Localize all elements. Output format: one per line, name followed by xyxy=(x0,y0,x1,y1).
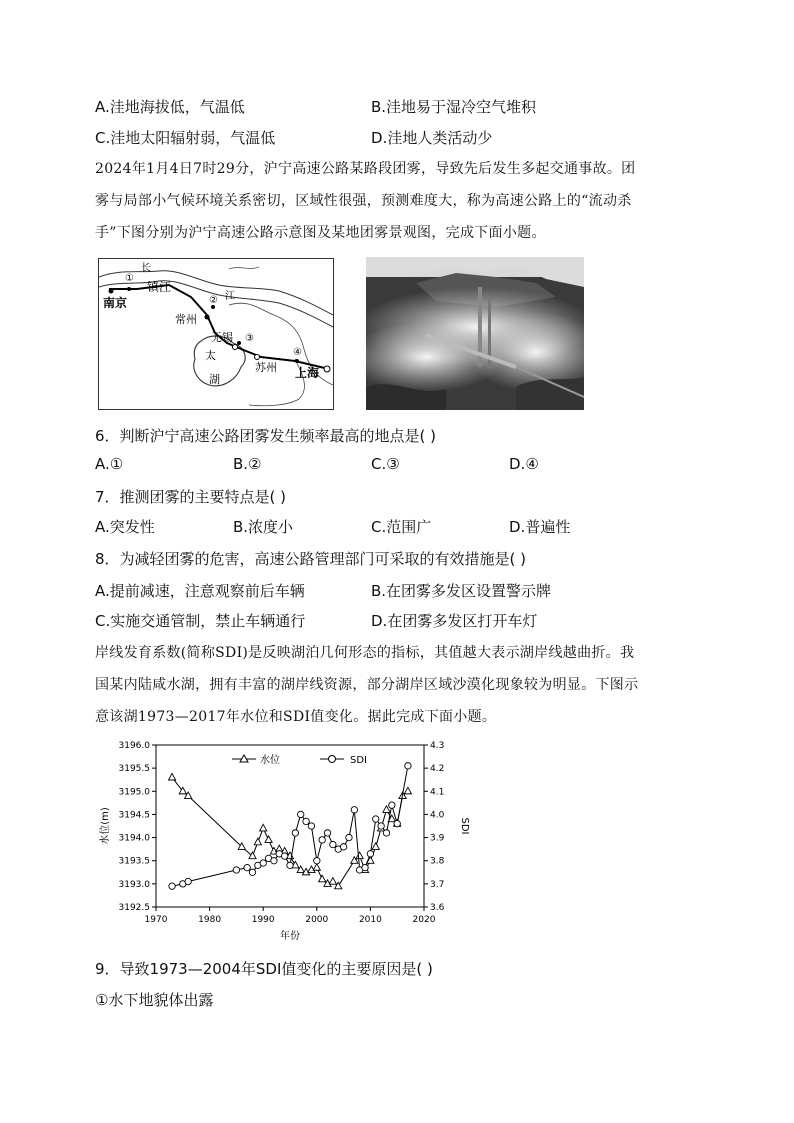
label-point-4: ④ xyxy=(293,347,302,358)
point-4-dot xyxy=(295,359,299,363)
legend-marker-sdi xyxy=(329,756,336,763)
label-changzhou: 常州 xyxy=(175,313,197,326)
data-point-water-level xyxy=(319,875,326,882)
wuxi-marker xyxy=(233,345,238,350)
label-tai: 太 xyxy=(205,349,216,362)
intro2-line2: 国某内陆咸水湖，拥有丰富的湖岸线资源，部分湖岸区域沙漠化现象较为明显。下图示 xyxy=(95,677,639,693)
x-tick-label: 1990 xyxy=(251,915,275,925)
data-point-sdi xyxy=(383,830,389,836)
data-point-sdi xyxy=(362,864,368,870)
y-left-tick-label: 3195.5 xyxy=(118,764,150,775)
data-point-sdi xyxy=(249,869,255,875)
label-chang: 长 xyxy=(141,263,151,274)
data-point-water-level xyxy=(260,824,267,831)
legend-label-water-level: 水位 xyxy=(260,755,280,766)
data-point-sdi xyxy=(346,834,352,840)
data-point-sdi xyxy=(351,807,357,813)
data-point-water-level xyxy=(372,843,379,850)
data-point-sdi xyxy=(292,830,298,836)
y-left-tick-label: 3192.5 xyxy=(118,903,150,913)
data-point-sdi xyxy=(373,816,379,822)
y-right-tick-label: 3.9 xyxy=(430,833,445,844)
data-point-sdi xyxy=(281,853,287,859)
y-left-tick-label: 3193.5 xyxy=(118,856,150,867)
intro1-line2: 雾与局部小气候环境关系密切，区域性很强，预测难度大，称为高速公路上的“流动杀 xyxy=(95,193,632,209)
data-point-sdi xyxy=(244,864,250,870)
data-point-sdi xyxy=(314,858,320,864)
label-wuxi: 无锡 xyxy=(211,331,233,344)
y-right-axis-label: SDI xyxy=(459,817,470,835)
shanghai-marker xyxy=(324,366,330,372)
q5-option-c: C.洼地太阳辐射弱，气温低 xyxy=(95,129,276,147)
data-point-sdi xyxy=(367,851,373,857)
data-point-sdi xyxy=(405,763,411,769)
label-suzhou: 苏州 xyxy=(255,361,277,374)
data-point-sdi xyxy=(340,844,346,850)
q8-option-c: C.实施交通管制，禁止车辆通行 xyxy=(95,612,306,630)
data-point-sdi xyxy=(298,811,304,817)
x-tick-label: 2010 xyxy=(358,915,382,925)
data-point-water-level xyxy=(313,864,320,871)
q7-option-a: A.突发性 xyxy=(95,518,155,536)
changzhou-marker xyxy=(205,315,210,320)
intro2-line1: 岸线发育系数(简称SDI)是反映湖泊几何形态的指标，其值越大表示湖岸线越曲折。我 xyxy=(95,645,635,661)
q7-option-c: C.范围广 xyxy=(371,518,432,536)
q9-item-1: ①水下地貌体出露 xyxy=(95,991,214,1009)
data-point-water-level xyxy=(265,836,272,843)
y-right-tick-label: 3.8 xyxy=(430,856,445,867)
q7-stem: 7．推测团雾的主要特点是( ) xyxy=(95,488,287,506)
point-3-dot xyxy=(237,341,241,345)
q7-option-d: D.普遍性 xyxy=(509,518,571,536)
water-level-sdi-chart xyxy=(98,733,478,948)
fog-photo xyxy=(366,257,584,410)
data-point-water-level xyxy=(249,852,256,859)
y-left-tick-label: 3194.5 xyxy=(118,810,150,821)
label-point-2: ② xyxy=(209,295,218,306)
q5-option-b: B.洼地易于湿冷空气堆积 xyxy=(371,98,537,116)
x-tick-label: 2000 xyxy=(305,915,329,925)
q8-option-a: A.提前减速，注意观察前后车辆 xyxy=(95,582,305,600)
y-right-tick-label: 4.2 xyxy=(430,764,445,775)
label-zhenjiang: 镇江 xyxy=(147,280,172,294)
y-left-tick-label: 3194.0 xyxy=(118,833,150,844)
data-point-water-level xyxy=(356,852,363,859)
data-point-sdi xyxy=(378,823,384,829)
q6-stem: 6．判断沪宁高速公路团雾发生频率最高的地点是( ) xyxy=(95,427,437,445)
data-point-sdi xyxy=(303,818,309,824)
data-point-sdi xyxy=(233,867,239,873)
x-axis-label: 年份 xyxy=(280,931,300,942)
label-point-3: ③ xyxy=(245,333,254,344)
q7-option-b: B.浓度小 xyxy=(233,518,294,536)
x-tick-label: 1970 xyxy=(144,915,168,925)
q8-option-d: D.在团雾多发区打开车灯 xyxy=(371,612,538,630)
q6-option-b: B.② xyxy=(233,455,262,473)
data-point-sdi xyxy=(308,823,314,829)
q6-option-d: D.④ xyxy=(509,455,539,473)
data-point-water-level xyxy=(254,838,261,845)
label-point-1: ① xyxy=(125,273,134,284)
y-right-tick-label: 3.6 xyxy=(430,903,445,913)
label-shanghai: 上海 xyxy=(295,366,320,380)
q5-option-a: A.洼地海拔低，气温低 xyxy=(95,98,245,116)
nanjing-marker xyxy=(109,289,114,294)
label-hu: 湖 xyxy=(209,373,220,386)
y-right-tick-label: 3.7 xyxy=(430,879,445,890)
intro1-line1: 2024年1月4日7时29分，沪宁高速公路某路段团雾，导致先后发生多起交通事故。团 xyxy=(95,161,636,177)
y-right-tick-label: 4.0 xyxy=(430,810,445,821)
data-point-water-level xyxy=(329,878,336,885)
x-tick-label: 2020 xyxy=(412,915,436,925)
y-left-axis-label: 水位(m) xyxy=(100,807,111,845)
data-point-sdi xyxy=(185,878,191,884)
y-left-tick-label: 3193.0 xyxy=(118,879,150,890)
data-point-sdi xyxy=(169,883,175,889)
data-point-sdi xyxy=(287,862,293,868)
q6-option-c: C.③ xyxy=(371,455,400,473)
label-jiang: 江 xyxy=(225,291,235,302)
suzhou-marker xyxy=(255,355,260,360)
highway-map xyxy=(98,258,334,410)
data-point-sdi xyxy=(330,841,336,847)
data-point-sdi xyxy=(389,802,395,808)
data-point-water-level xyxy=(168,773,175,780)
y-right-tick-label: 4.3 xyxy=(430,741,445,751)
data-point-water-level xyxy=(404,787,411,794)
y-left-tick-label: 3196.0 xyxy=(118,741,150,751)
q6-option-a: A.① xyxy=(95,455,124,473)
data-point-sdi xyxy=(260,860,266,866)
q9-stem: 9．导致1973—2004年SDI值变化的主要原因是( ) xyxy=(95,960,433,978)
data-point-sdi xyxy=(394,820,400,826)
y-left-tick-label: 3195.0 xyxy=(118,787,150,798)
x-tick-label: 1980 xyxy=(198,915,222,925)
legend-label-sdi: SDI xyxy=(350,755,367,766)
q8-option-b: B.在团雾多发区设置警示牌 xyxy=(371,582,552,600)
point-1-dot xyxy=(127,287,131,291)
label-nanjing: 南京 xyxy=(103,296,128,310)
q8-stem: 8．为减轻团雾的危害，高速公路管理部门可采取的有效措施是( ) xyxy=(95,550,527,568)
q5-option-d: D.洼地人类活动少 xyxy=(371,129,493,147)
intro2-line3: 意该湖1973—2017年水位和SDI值变化。据此完成下面小题。 xyxy=(95,709,497,725)
y-right-tick-label: 4.1 xyxy=(430,787,445,798)
data-point-sdi xyxy=(324,830,330,836)
series-line-water-level xyxy=(172,777,408,886)
data-point-sdi xyxy=(271,858,277,864)
intro1-line3: 手”下图分别为沪宁高速公路示意图及某地团雾景观图，完成下面小题。 xyxy=(95,225,546,241)
data-point-sdi xyxy=(319,837,325,843)
